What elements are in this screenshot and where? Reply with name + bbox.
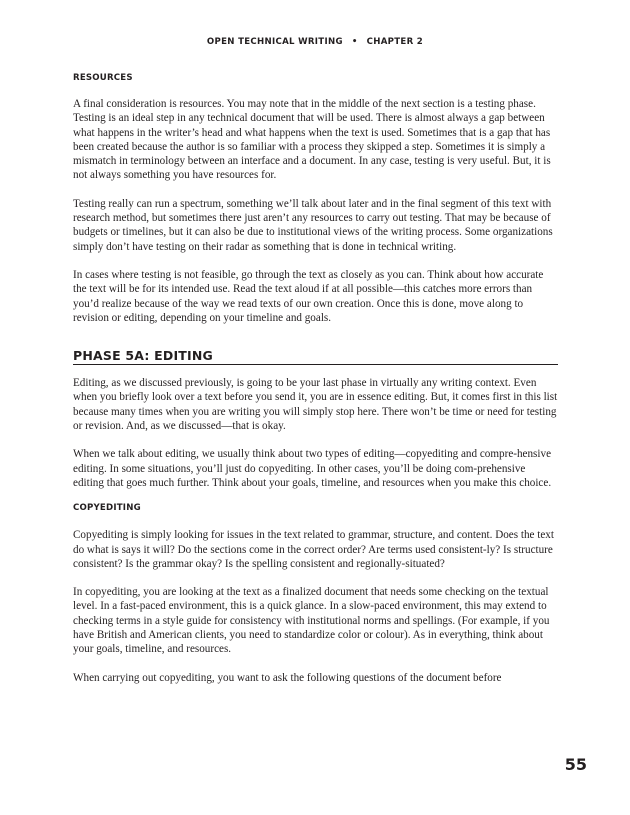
paragraph: A final consideration is resources. You may note that in the middle of the next section is a testing phase. Testing is an ideal step in any technical document that will be used. There is almost always a gap between what happens in the writer’s head and what happens when the text is used. Sometimes that is a gap that has been created because the author is so familiar with a process they skipped a step. Sometimes it is simply a mismatch in terminology between an interface and a document. In any case, testing is very useful. But, it is not always something you have resources for.: [73, 98, 551, 182]
running-head: [0, 37, 630, 47]
paragraph: In cases where testing is not feasible, go through the text as closely as you can. Think about how accurate the text will be for its intended use. Read the text aloud if at all possible—this catches more errors than you’d realize because of the way we read texts of our own creation. Once this is done, move along to revision or editing, depending on your timeline and goals.: [73, 268, 544, 324]
book-title: OPEN TECHNICAL WRITING: [206, 37, 343, 47]
page-number: 55: [564, 755, 587, 774]
resources-heading: RESOURCES: [73, 73, 133, 83]
section-heading-editing: PHASE 5A: EDITING: [73, 348, 558, 365]
paragraph: Testing really can run a spectrum, something we’ll talk about later and in the final segment of this text with research method, but sometimes there just aren’t any resources to carry out testing. That may be because of budgets or timelines, but it can also be due to institutional views of the writing process. Some organizations simply don’t have testing on their radar as something that is done in technical writing.: [73, 197, 553, 253]
page-content: [73, 73, 558, 685]
paragraph: Editing, as we discussed previously, is going to be your last phase in virtually any writing context. Even when you briefly look over a text before you send it, you are in essence editing. But, it comes first in this list because many times when you are writing you will simply stop here. There won’t be time or need for testing or revision. And, as we discussed—that is okay.: [73, 377, 558, 433]
chapter-label: CHAPTER 2: [366, 37, 424, 47]
copyediting-heading: COPYEDITING: [73, 503, 141, 514]
paragraph: When carrying out copyediting, you want to ask the following questions of the document before: [73, 671, 502, 684]
paragraph: When we talk about editing, we usually think about two types of editing—copyediting and compre-hensive editing. In some situations, you’ll just do copyediting. In other cases, you’ll be doing com-prehensive editing that goes much further. Think about your goals, timeline, and resources when you make this choice.: [73, 448, 552, 489]
separator-dot: •: [351, 37, 358, 47]
paragraph: Copyediting is simply looking for issues in the text related to grammar, structure, and content. Does the text do what is says it will? Do the sections come in the correct order? Are terms used consistent-ly? Is structure consistent? Is the grammar okay? Is the spelling consistent and regionally-situated?: [73, 529, 554, 570]
paragraph: In copyediting, you are looking at the text as a finalized document that needs some checking on the textual level. In a fast-paced environment, this is a quick glance. In a slow-paced environment, this may extend to checking terms in a style guide for consistency with institutional norms and spellings. (For example, if you have British and American clients, you need to standardize color or colour). As in everything, think about your goals, timeline, and resources.: [73, 586, 550, 656]
